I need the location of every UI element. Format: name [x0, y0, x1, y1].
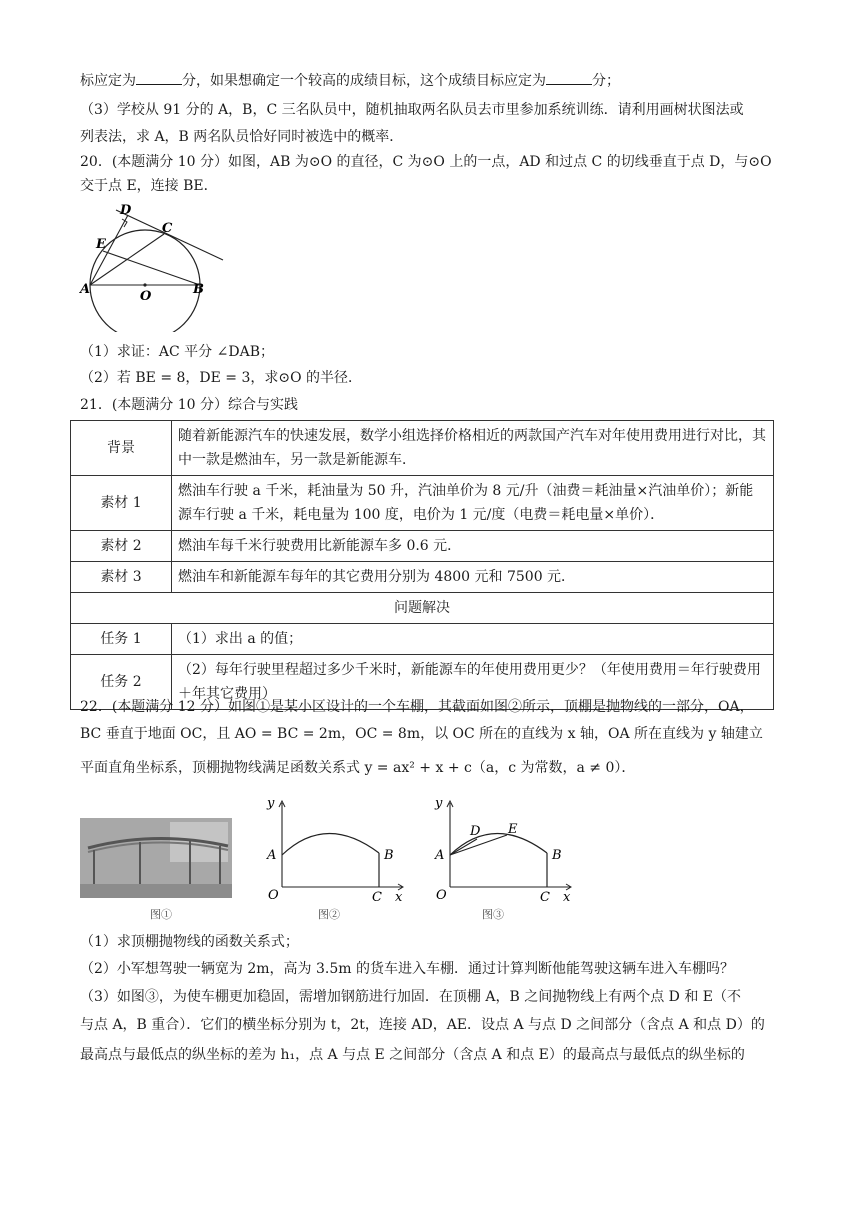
label-O: O: [140, 289, 152, 304]
point-C-label: C: [372, 890, 382, 905]
question-21-stem: 21．(本题满分 10 分）综合与实践: [80, 397, 298, 413]
section-header: 问题解决: [71, 593, 774, 624]
question-20-stem: 20．(本题满分 10 分）如图，AB 为⊙O 的直径，C 为⊙O 上的一点，AD 和过点 C 的切线垂直于点 D，与⊙O: [80, 154, 772, 170]
question-20-stem-cont: 交于点 E，连接 BE．: [80, 178, 218, 194]
row-text: （1）求出 a 的值；: [172, 624, 774, 655]
question-22-part-3-cont-2: 最高点与最低点的纵坐标的差为 h₁，点 A 与点 E 之间部分（含点 A 和点 E）的最高点与最低点的纵坐标的: [80, 1047, 745, 1063]
table-row-section: [71, 593, 774, 624]
line-1-part-b: 分，如果想确定一个较高的成绩目标，这个成绩目标应定为: [182, 73, 546, 89]
question-20-part-1: （1）求证：AC 平分 ∠DAB；: [80, 344, 274, 360]
row-text: （2）每年行驶里程超过多少千米时，新能源车的年使用费用更少？（年使用费用＝年行驶费用＋年其它费用）: [172, 655, 774, 710]
line-1-part-c: 分；: [592, 73, 620, 89]
practice-table: [70, 420, 774, 710]
row-text: 燃油车行驶 a 千米，耗油量为 50 升，汽油单价为 8 元/升（油费＝耗油量×汽油单价）；新能源车行驶 a 千米，耗电量为 100 度，电价为 1 元/度（电费＝耗电量×单价）．: [172, 476, 774, 531]
row-label: 任务 2: [71, 655, 172, 710]
table-row: [71, 476, 774, 531]
row-text: 随着新能源汽车的快速发展，数学小组选择价格相近的两款国产汽车对年使用费用进行对比，其中一款是燃油车，另一款是新能源车．: [172, 421, 774, 476]
label-E: E: [96, 237, 106, 252]
point-D-label: D: [470, 824, 481, 839]
point-B-label: B: [552, 848, 562, 863]
question-19-part-3-cont: 列表法，求 A，B 两名队员恰好同时被选中的概率．: [80, 129, 404, 145]
line-1: [80, 70, 620, 91]
axis-y-label: y: [267, 796, 275, 811]
axis-y-label: y: [435, 796, 443, 811]
question-22-part-2: （2）小军想驾驶一辆宽为 2m，高为 3.5m 的货车进入车棚．通过计算判断他能驾驶这辆车进入车棚吗？: [80, 961, 734, 977]
label-D: D: [120, 203, 132, 218]
carport-photo: [80, 818, 232, 898]
question-19-part-3: （3）学校从 91 分的 A，B，C 三名队员中，随机抽取两名队员去市里参加系统训练．请利用画树状图法或: [80, 102, 744, 118]
point-A-label: A: [435, 848, 445, 863]
figure-3-caption: 图③: [482, 908, 504, 921]
row-text: 燃油车和新能源车每年的其它费用分别为 4800 元和 7500 元．: [172, 562, 774, 593]
question-22-part-3-cont: 与点 A，B 重合）．它们的横坐标分别为 t，2t，连接 AD，AE．设点 A 与点 D 之间部分（含点 A 和点 D）的: [80, 1017, 765, 1033]
table-row: [71, 562, 774, 593]
figure-1-caption: 图①: [150, 908, 172, 921]
answer-blank-2[interactable]: [546, 70, 592, 85]
point-A-label: A: [267, 848, 277, 863]
row-label: 背景: [71, 421, 172, 476]
question-22-stem: 22．(本题满分 12 分）如图①是某小区设计的一个车棚，其截面如图②所示，顶棚是抛物线的一部分，OA，: [80, 699, 754, 715]
point-C-label: C: [540, 890, 550, 905]
row-label: 素材 2: [71, 531, 172, 562]
label-A: A: [80, 282, 91, 297]
table-row: [71, 531, 774, 562]
table-row: [71, 421, 774, 476]
answer-blank-1[interactable]: [136, 70, 182, 85]
axis-x-label: x: [563, 890, 571, 905]
row-label: 素材 3: [71, 562, 172, 593]
axis-x-label: x: [395, 890, 403, 905]
label-C: C: [162, 221, 173, 236]
question-20-part-2: （2）若 BE = 8，DE = 3，求⊙O 的半径．: [80, 370, 363, 386]
point-E-label: E: [508, 822, 518, 837]
row-label: 素材 1: [71, 476, 172, 531]
parabola-figure-2: [262, 795, 412, 905]
label-B: B: [193, 282, 204, 297]
question-22-part-1: （1）求顶棚抛物线的函数关系式；: [80, 934, 299, 950]
question-22-part-3: （3）如图③，为使车棚更加稳固，需增加钢筋进行加固．在顶棚 A，B 之间抛物线上有两个点 D 和 E（不: [80, 989, 741, 1005]
origin-O-label: O: [436, 888, 447, 903]
origin-O-label: O: [268, 888, 279, 903]
table-row: [71, 624, 774, 655]
point-B-label: B: [384, 848, 394, 863]
row-text: 燃油车每千米行驶费用比新能源车多 0.6 元．: [172, 531, 774, 562]
parabola-figure-3: [430, 795, 580, 905]
figure-2-caption: 图②: [318, 908, 340, 921]
question-22-stem-cont: BC 垂直于地面 OC，且 AO = BC = 2m，OC = 8m，以 OC 所在的直线为 x 轴，OA 所在直线为 y 轴建立: [80, 726, 763, 742]
question-22-stem-cont-2: 平面直角坐标系，顶棚抛物线满足函数关系式 y = ax² + x + c（a，c 为常数，a ≠ 0）．: [80, 760, 636, 776]
line-1-part-a: 标应定为: [80, 73, 136, 89]
row-label: 任务 1: [71, 624, 172, 655]
circle-figure-q20: [78, 200, 228, 332]
